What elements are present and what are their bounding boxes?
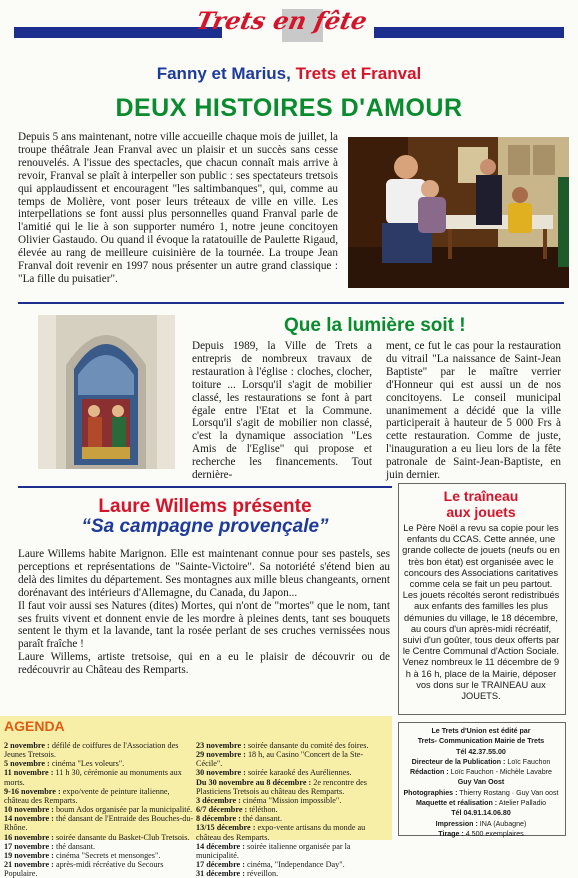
- traineau-paragraph-2: Les jouets récoltés seront redistribués aux enfants des familles les plus démunies du village, le 18 décembre, au cours d'un après-midi récréatif, suivi d'un goûter, tous deux offerts par le Centre Communal d'Action Sociale. Venez nombreux le 11 décembre de 9 h à 16 h, place de la Mairie, déposer vos dons sur le TRAINEAU aux JOUETS.: [402, 590, 560, 702]
- traineau-title-line1: Le traîneau: [443, 488, 519, 504]
- article1-subtitle: [0, 64, 578, 84]
- theater-photo-image: [348, 137, 569, 288]
- subtitle-part1: Fanny et Marius,: [156, 64, 296, 83]
- agenda-entry: 14 novembre : thé dansant de l'Entraide des Bouches-du-Rhône.: [4, 814, 194, 833]
- traineau-paragraph-1: Le Père Noël a revu sa copie pour les enfants du CCAS. Cette année, une grande collecte de jouets (neufs ou en très bon état) est organisée avec le concours des Associations caritatives comme cela se fait un peu partout.: [402, 523, 560, 590]
- agenda-entry: 8 décembre : thé dansant.: [196, 814, 283, 824]
- agenda-entry: 2 novembre : défilé de coiffures de l'Association des Jeunes Tretsois.: [4, 741, 179, 760]
- agenda-title: AGENDA: [4, 718, 65, 734]
- agenda-entry: 13/15 décembre : expo-vente artisans du monde au château des Remparts.: [196, 823, 366, 842]
- banner-logo-text: Trets en fête: [193, 6, 370, 35]
- agenda-entry: 29 novembre : 18 h, au Casino "Concert de la Ste-Cécile".: [196, 750, 364, 769]
- agenda-entry: 6/7 décembre : téléthon.: [196, 805, 278, 815]
- article1-headline: DEUX HISTOIRES D'AMOUR: [115, 94, 463, 122]
- article3-paragraph-1: Laure Willems habite Marignon. Elle est maintenant connue pour ses pastels, ses perceptions et représentations de "Sainte-Victoire". Sa notoriété s'étend bien au delà des limites du département. Ses montagnes aux mille bleus changeants, ornent dorénavant des intérieurs d'Allemagne, du Canada, du Japon...: [18, 548, 390, 599]
- subtitle-part2: Trets et Franval: [295, 64, 422, 83]
- agenda-entry: 11 novembre : 11 h 30, cérémonie au monuments aux morts.: [4, 768, 182, 787]
- theater-photo: [348, 137, 569, 288]
- agenda-entry: 19 novembre : cinéma "Secrets et mensonges".: [4, 850, 161, 860]
- agenda-left-column: [4, 741, 194, 878]
- traineau-title-line2: aux jouets: [446, 504, 516, 520]
- article2-body-col1: Depuis 1989, la Ville de Trets a entrepris de nombreux travaux de restauration à l'église : cloches, clocher, toiture ... Lorsqu'il s'agit de mobilier classé, les restaurations se font à part égale entre l'Etat et la Commune. Lorsqu'il s'agit de mobilier non classé, c'est la dynamique association "Les Amis de l'Eglise" qui propose et recherche les financements. Tout dernière-: [192, 340, 372, 482]
- traineau-body: [402, 523, 560, 702]
- article3-headline-line1: Laure Willems présente: [98, 496, 312, 517]
- agenda-entry: 10 novembre : boum Ados organisée par la municipalité.: [4, 805, 193, 815]
- article2-headline: Que la lumière soit !: [284, 315, 466, 336]
- agenda-entry: 9-16 novembre : expo/vente de peinture italienne, château des Remparts.: [4, 786, 170, 805]
- agenda-entry: 14 décembre : soirée italienne organisée par la municipalité.: [196, 841, 351, 860]
- agenda-entry: 16 novembre : soirée dansante du Basket-Club Tretsois.: [4, 832, 190, 842]
- section-divider-2: [18, 486, 392, 488]
- credits-text: Le Trets d'Union est édité par Trets- Communication Mairie de Trets Tél 42.37.55.00 Directeur de la Publication : Loïc Fauchon Rédaction : Loïc Fauchon - Michèle Lavabre Guy Van Oost Photographies : Thierry Rostang · Guy Van oost Maquette et réalisation : Atelier Palladio Tél 04.91.14.06.80 Impression : INA (Aubagne) Tirage : 4.500 exemplaires: [403, 727, 559, 838]
- stained-glass-image: [38, 315, 175, 469]
- agenda-entry: 5 novembre : cinéma "Les voleurs".: [4, 759, 125, 769]
- agenda-entry: 23 novembre : soirée dansante du comité des foires.: [196, 741, 369, 750]
- article3-paragraph-3: Laure Willems, artiste tretsoise, qui en a eu le plaisir de découvrir ou de redécouvrir au Château des Remparts.: [18, 651, 390, 677]
- agenda-entry: 21 novembre : après-midi récréative du Secours Populaire.: [4, 860, 164, 878]
- agenda-entry: 3 décembre : cinéma "Mission impossible".: [196, 795, 342, 805]
- section-divider-1: [18, 302, 564, 304]
- agenda-entry: Du 30 novembre au 8 décembre : 2e rencontre des Plasticiens Tretsois au château des Remparts.: [196, 777, 367, 796]
- agenda-entry: 17 décembre : cinéma, "Independance Day".: [196, 860, 345, 870]
- agenda-right-column: [196, 741, 386, 878]
- stained-glass-photo: [38, 315, 175, 469]
- agenda-entry: 17 novembre : thé dansant.: [4, 841, 96, 851]
- agenda-entry: 31 décembre : réveillon.: [196, 869, 279, 878]
- article2-body-col2: ment, ce fut le cas pour la restauration du vitrail "La naissance de Saint-Jean Baptiste" par le maître verrier d'Honneur qui est aussi un de nos concitoyens. Le conseil municipal unanimement a décidé que la ville participerait à hauteur de 5 000 Frs à cette restauration. Comme de juste, l'inauguration a eu lieu lors de la fête patronale de Saint-Jean-Baptiste, en juin dernier.: [386, 340, 561, 482]
- traineau-title: [398, 488, 564, 520]
- banner-logo: [192, 6, 388, 42]
- article3-body: [18, 548, 390, 677]
- article1-body: Depuis 5 ans maintenant, notre ville accueille chaque mois de juillet, la troupe théâtrale Jean Franval avec un plaisir et un succès sans cesse renouvelés. A l'issue des spectacles, que chacun connaît mais arrive à revoir, Franval se plaît à interpeller son public : ses spectateurs tretsois qui applaudissent et encouragent "les saltimbanques", qui, comme au temps de Molière, vont poser leurs tréteaux de ville en ville. Les interpellations se font aussi plus personnelles quand Franval parle de l'amitié qui le lie à son supporter numéro 1, notre jeune concitoyen Olivier Gastaudo. Ou quand il évoque la ratatouille de Paulette Rigaud, élevée au rang de meilleure cuisinière de la tournée. La troupe Jean Franval doit revenir en 1997 nous présenter un autre grand classique : "La fille du puisatier".: [18, 131, 338, 285]
- agenda-entry: 30 novembre : soirée karaoké des Auréliennes.: [196, 768, 352, 778]
- article3-headline-line2: “Sa campagne provençale”: [81, 516, 329, 537]
- article3-paragraph-2: Il faut voir aussi ses Natures (dites) Mortes, qui n'ont de "mortes" que le nom, tant ses fruits vivent et donnent envie de les mordre à pleines dents, tant ses bouquets sentent le thym et la lavande, tant la rosée perlant de ses cruches vernissées nous paraît fraîche !: [18, 599, 390, 651]
